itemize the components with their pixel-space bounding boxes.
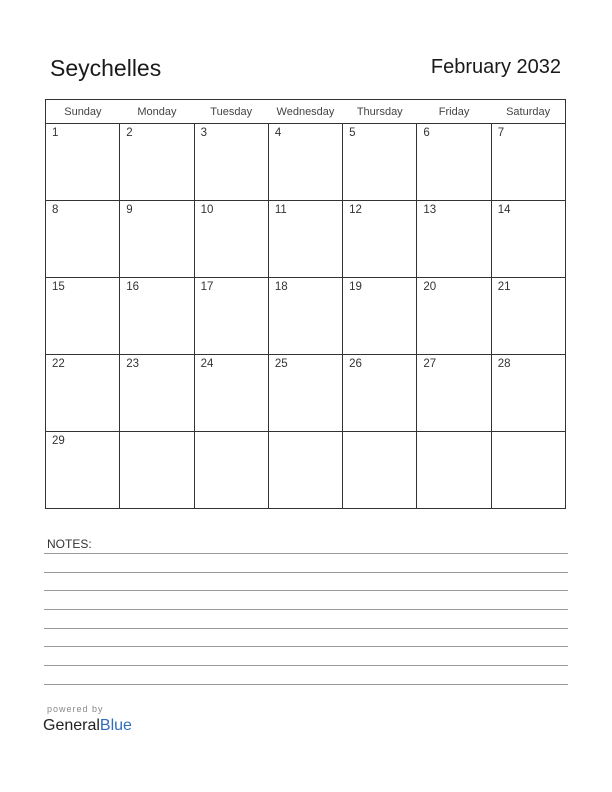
day-number: 9 — [126, 204, 133, 216]
weekday-header: Friday — [417, 100, 491, 124]
day-number: 6 — [423, 127, 430, 139]
day-number: 15 — [52, 281, 65, 293]
notes-line — [44, 665, 568, 666]
day-cell — [194, 124, 268, 201]
day-number: 27 — [423, 358, 437, 370]
day-cell — [46, 278, 120, 355]
day-cell — [343, 124, 417, 201]
week-row — [46, 278, 566, 355]
brand-blue: Blue — [99, 717, 132, 734]
weekday-header-row — [46, 100, 566, 124]
day-number: 4 — [274, 127, 282, 139]
day-number: 20 — [423, 281, 437, 293]
notes-line — [44, 609, 568, 610]
day-cell — [120, 201, 194, 278]
day-cell — [491, 124, 565, 201]
day-cell — [417, 278, 491, 355]
day-cell — [417, 201, 491, 278]
day-number: 17 — [200, 281, 214, 293]
notes-label: NOTES: — [47, 537, 92, 551]
day-number: 12 — [349, 204, 362, 216]
day-cell — [120, 278, 194, 355]
day-cell — [194, 432, 268, 509]
day-cell — [491, 432, 565, 509]
day-number — [269, 432, 342, 435]
week-row — [46, 201, 566, 278]
day-cell — [268, 355, 342, 432]
day-number: 29 — [52, 435, 65, 447]
day-cell — [417, 124, 491, 201]
calendar-grid — [45, 99, 566, 509]
day-cell — [120, 355, 194, 432]
day-number: 5 — [349, 127, 356, 139]
notes-line — [44, 684, 568, 685]
day-number: 23 — [126, 358, 140, 370]
day-cell — [268, 278, 342, 355]
day-cell — [491, 278, 565, 355]
weekday-header: Tuesday — [194, 100, 268, 124]
weekday-header: Thursday — [343, 100, 417, 124]
day-number: 11 — [274, 204, 287, 216]
day-cell — [194, 201, 268, 278]
weekday-header: Wednesday — [268, 100, 342, 124]
day-number: 18 — [274, 281, 288, 293]
day-number: 3 — [200, 127, 207, 139]
day-cell — [194, 355, 268, 432]
day-number: 19 — [349, 281, 362, 293]
day-cell — [417, 432, 491, 509]
day-number — [120, 432, 193, 435]
day-cell — [491, 355, 565, 432]
day-cell — [194, 278, 268, 355]
notes-line — [44, 572, 568, 573]
day-number: 24 — [200, 358, 214, 370]
day-cell — [120, 124, 194, 201]
day-cell — [268, 124, 342, 201]
day-cell — [46, 355, 120, 432]
notes-line — [44, 553, 568, 554]
notes-line — [44, 628, 568, 629]
day-cell — [268, 432, 342, 509]
day-number: 1 — [52, 127, 59, 139]
day-number — [195, 432, 268, 435]
generalblue-logo — [43, 717, 132, 735]
day-cell — [46, 201, 120, 278]
weekday-header: Saturday — [491, 100, 565, 124]
week-row — [46, 124, 566, 201]
weekday-header: Sunday — [46, 100, 120, 124]
day-number: 2 — [126, 127, 133, 139]
brand-general: General — [43, 717, 100, 734]
calendar-country-title: Seychelles — [50, 55, 162, 81]
week-row — [46, 355, 566, 432]
day-number: 8 — [52, 204, 59, 216]
day-number: 22 — [52, 358, 65, 370]
day-number: 10 — [200, 204, 214, 216]
day-number: 16 — [126, 281, 140, 293]
day-cell — [46, 124, 120, 201]
day-number — [492, 432, 565, 435]
notes-line — [44, 646, 568, 647]
day-cell — [46, 432, 120, 509]
day-number: 26 — [349, 358, 362, 370]
day-cell — [120, 432, 194, 509]
day-cell — [417, 355, 491, 432]
day-cell — [491, 201, 565, 278]
day-cell — [343, 278, 417, 355]
day-number: 14 — [497, 204, 511, 216]
day-number: 13 — [423, 204, 437, 216]
day-cell — [343, 432, 417, 509]
day-number: 7 — [497, 127, 505, 139]
day-cell — [268, 201, 342, 278]
day-number — [343, 432, 416, 435]
powered-by-text: powered by — [47, 704, 104, 714]
day-number: 21 — [497, 281, 511, 293]
day-cell — [343, 355, 417, 432]
day-number: 25 — [274, 358, 288, 370]
week-row — [46, 432, 566, 509]
day-number — [417, 432, 490, 435]
notes-line — [44, 590, 568, 591]
weekday-header: Monday — [120, 100, 194, 124]
day-cell — [343, 201, 417, 278]
day-number: 28 — [497, 358, 511, 370]
calendar-month-title: February 2032 — [430, 56, 561, 78]
